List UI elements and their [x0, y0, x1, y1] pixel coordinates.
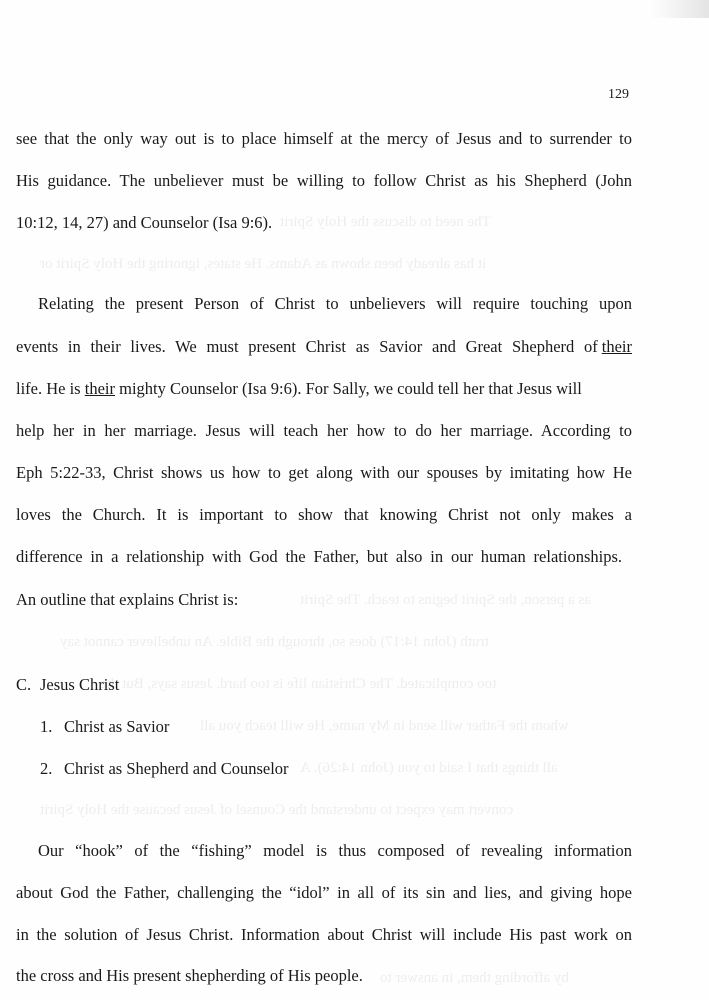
paragraph2-line3	[16, 379, 632, 399]
paragraph2-line2-text: events in their lives. We must present Christ as Savior and Great Shepherd of	[16, 337, 598, 356]
paragraph3-line3: in the solution of Jesus Christ. Information about Christ will include His past work on	[16, 925, 632, 944]
outline-item-marker: 2.	[40, 759, 53, 778]
paragraph1-line1: see that the only way out is to place himself at the mercy of Jesus and to surrender to	[16, 129, 632, 148]
underlined-their-1: their	[601, 337, 632, 356]
paragraph2-line3-end: mighty Counselor (Isa 9:6). For Sally, we could tell her that Jesus will	[114, 379, 582, 398]
underlined-their-2: their	[84, 379, 115, 398]
outline-heading-marker: C.	[16, 675, 32, 694]
page-corner-shadow	[649, 0, 709, 18]
outline-item-text: Christ as Savior	[64, 717, 170, 736]
paragraph2-line5: Eph 5:22-33, Christ shows us how to get along with our spouses by imitating how He	[16, 463, 632, 482]
paragraph2-line6: loves the Church. It is important to show that knowing Christ not only makes a	[16, 505, 632, 524]
paragraph3-line2: about God the Father, challenging the “idol” in all of its sin and lies, and giving hope	[16, 883, 632, 902]
paragraph2-line8: An outline that explains Christ is:	[16, 590, 239, 609]
outline-item-marker: 1.	[40, 717, 53, 736]
paragraph1-line2: His guidance. The unbeliever must be willing to follow Christ as his Shepherd (John	[16, 171, 632, 190]
page-number: 129	[608, 87, 629, 102]
paragraph2-line3-start: life. He is	[16, 379, 85, 398]
reverse-side-bleed-through: The need to discuss the Holy Spirit it has already been shown as Adams. He states, ignoring the Holy Spirit or as a person, the Spirit begins to teach. The Spirit truth (John 14:17) does so, through the Bible. An unbeliever cannot say too complicated. The Christian life is too hard. Jesus says, But the whom the Father will send in My name, He will teach you all all things that I said to you (John 14:26). A convert may expect to understand the Counsel of Jesus because the Holy Spirit by affording them, in answer to	[40, 214, 591, 986]
outline-heading: Jesus Christ	[40, 675, 120, 694]
paragraph3-line4: the cross and His present shepherding of His people.	[16, 966, 363, 985]
outline-item-text: Christ as Shepherd and Counselor	[64, 759, 289, 778]
paragraph2-line2	[16, 337, 632, 357]
paragraph3-line1: Our “hook” of the “fishing” model is thus composed of revealing information	[38, 841, 632, 860]
paragraph2-line1: Relating the present Person of Christ to unbelievers will require touching upon	[38, 294, 632, 313]
paragraph2-line4: help her in her marriage. Jesus will teach her how to do her marriage. According to	[16, 421, 632, 440]
paragraph1-line3: 10:12, 14, 27) and Counselor (Isa 9:6).	[16, 213, 273, 232]
paragraph2-line7: difference in a relationship with God the Father, but also in our human relationships.	[16, 547, 622, 566]
